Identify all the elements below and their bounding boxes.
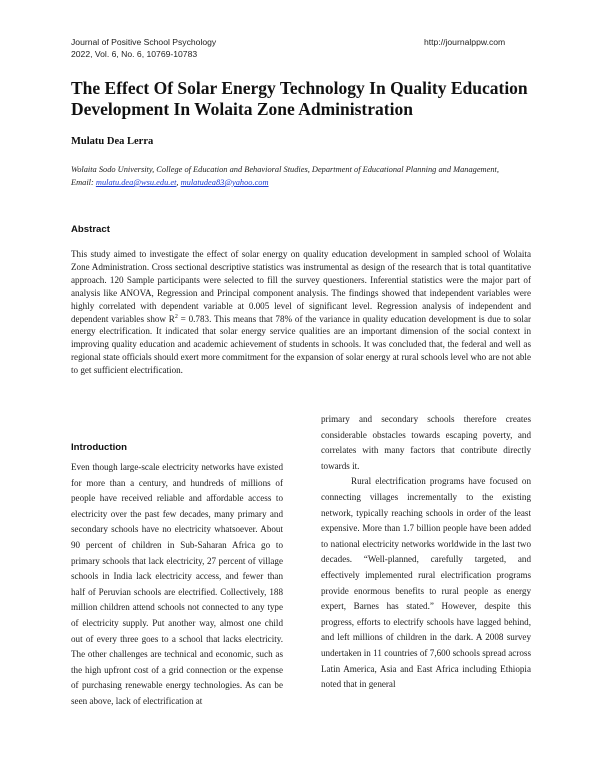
- journal-name: Journal of Positive School Psychology: [71, 37, 217, 47]
- running-header: [71, 36, 216, 60]
- email-label: Email:: [71, 177, 94, 187]
- intro-paragraph-left: Even though large-scale electricity networks have existed for more than a century, and hundreds of millions of people have received reliable and affordable access to electricity over the past few decades, many primary and secondary schools have no electricity whatsoever. About 90 percent of children in Sub-Saharan Africa go to primary schools that lack electricity, 27 percent of village schools in India lack electricity access, and fewer than half of Peruvian schools are electrified. Collectively, 188 million children attend schools not connected to any type of electricity supply. Put another way, almost one child out of every three goes to a school that lacks electricity. The other challenges are technical and economic, such as the high upfront cost of a grid connection or the expense of purchasing renewable energy technologies. As can be seen above, lack of electrification at: [71, 462, 283, 706]
- email-separator: ,: [176, 177, 179, 187]
- r-squared-superscript: 2: [174, 313, 178, 320]
- author-affiliation: [71, 164, 536, 190]
- abstract-heading: Abstract: [71, 224, 110, 235]
- author-name: Mulatu Dea Lerra: [71, 136, 154, 147]
- email-line: [71, 177, 536, 190]
- right-column: [321, 412, 531, 693]
- left-column: [71, 442, 283, 710]
- abstract-text-part1: This study aimed to investigate the effect of solar energy on quality education development in sampled school of Wolaita Zone Administration. Cross sectional descriptive statistics was instrumental as design of the research that is total quantitative approach. 120 Sample participants were selected to fill the survey questioners. Inferential statistics were the major part of analysis like ANOVA, Regression and Principal component analysis. The findings showed that independent variables were highly correlated with dependent variable at 0.005 level of significant level. Regression analysis of independent and dependent variables show R: [71, 249, 531, 324]
- abstract-text-part2: = 0.783. This means that 78% of the variance in quality education development is due to solar energy electrification. It indicated that solar energy service qualities are an important dimension of the social context in improving quality education and academic achievement of students in schools. It was concluded that, the federal and well as regional state officials should exert more commitment for the expansion of solar energy at rural schools level who are not able to get sufficient electrification.: [71, 313, 532, 376]
- introduction-heading: Introduction: [71, 442, 127, 453]
- abstract-text: [71, 248, 531, 377]
- journal-url[interactable]: http://journalppw.com: [424, 37, 506, 47]
- paper-title: The Effect Of Solar Energy Technology In Quality Education Development In Wolaita Zone Administration: [71, 78, 528, 119]
- email-link-primary[interactable]: mulatu.dea@wsu.edu.et: [95, 177, 177, 187]
- intro-paragraph-right-2: Rural electrification programs have focused on connecting villages incrementally to the existing network, typically reaching schools in order of the least expensive. More than 1.7 billion people have been added to national electricity networks worldwide in the last two decades. “Well-planned, carefully targeted, and effectively implemented rural electrification programs provide enormous benefits to rural people as energy expert, Barnes has stated.” However, despite this progress, efforts to electrify schools have lagged behind, and left millions of children in the dark. A 2008 survey undertaken in 11 countries of 7,600 schools spread across Latin America, Asia and East Africa including Ethiopia noted that in general: [321, 476, 531, 690]
- email-link-secondary[interactable]: mulatudea83@yahoo.com: [180, 177, 269, 187]
- journal-citation: 2022, Vol. 6, No. 6, 10769-10783: [71, 49, 198, 59]
- intro-paragraph-right-1: primary and secondary schools therefore creates considerable obstacles towards escaping poverty, and correlates with many factors that contribute directly towards it.: [321, 414, 531, 471]
- affiliation-line: Wolaita Sodo University, College of Education and Behavioral Studies, Department of Educational Planning and Management,: [71, 165, 499, 174]
